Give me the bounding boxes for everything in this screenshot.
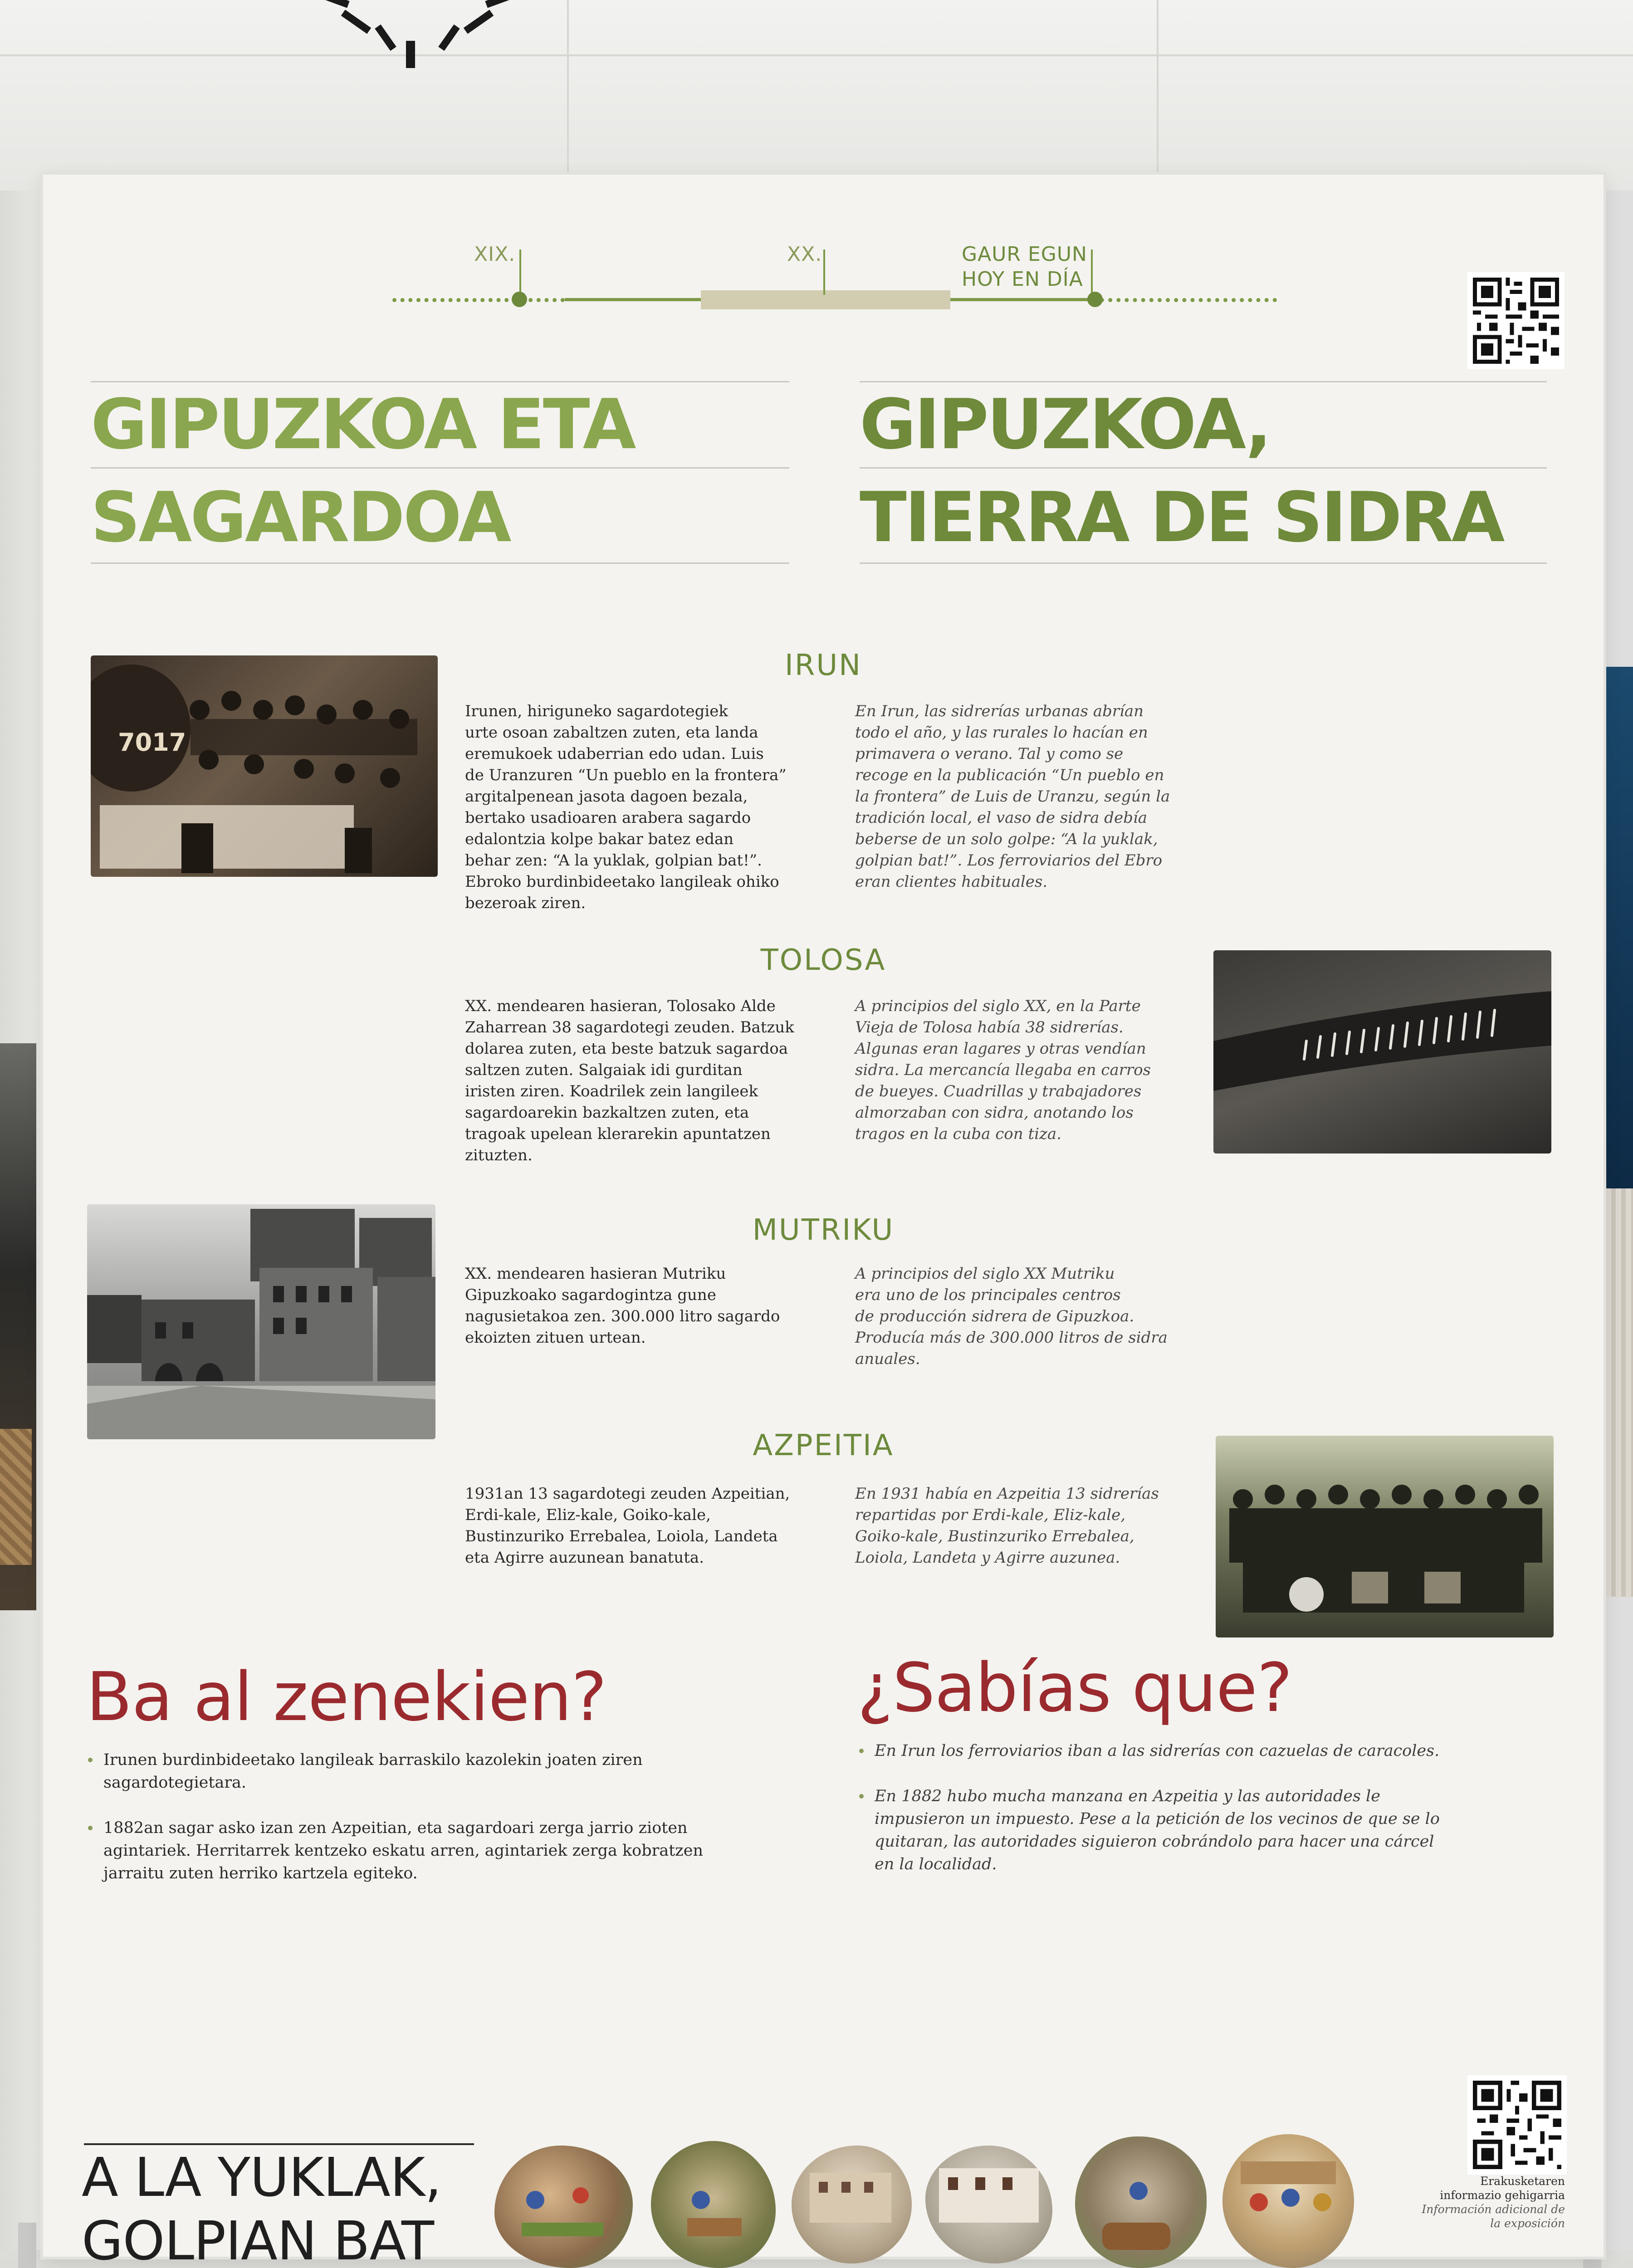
qr-code-icon[interactable] [1467, 2075, 1567, 2175]
text-line: anuales. [855, 1350, 920, 1368]
title-esp [860, 378, 1503, 564]
timeline-label-xx: XX. [787, 243, 822, 266]
text-tolosa-esp [855, 996, 1200, 1145]
text-irun-esp [855, 701, 1200, 893]
right-background-screen [1601, 667, 1633, 1188]
text-line: argitalpenean jasota dagoen bezala, [465, 787, 748, 806]
text-line: nagusietakoa zen. 300.000 litro sagardo [465, 1307, 780, 1325]
footer-title-line1: A LA YUKLAK, [82, 2146, 441, 2209]
did-you-know-list-esp [857, 1740, 1492, 1898]
text-line: XX. mendearen hasieran, Tolosako Alde [465, 997, 776, 1015]
text-line: Gipuzkoako sagardogintza gune [465, 1286, 716, 1304]
exhibition-panel [43, 175, 1604, 2268]
bullet-line: impusieron un impuesto. Pese a la petición de los vecinos de que se lo [875, 1810, 1440, 1828]
text-line: eremukoek udaberrian edo udan. Luis [465, 745, 764, 763]
footer-title [82, 2146, 441, 2268]
illustration-blob-1 [494, 2146, 633, 2268]
text-line: zituzten. [465, 1146, 533, 1164]
text-line: En 1931 había en Azpeitia 13 sidrerías [855, 1485, 1159, 1503]
bullet-item [86, 1749, 767, 1794]
text-line: Irunen, hiriguneko sagardotegiek [465, 702, 728, 720]
text-line: sagardoarekin bazkaltzen zuten, eta [465, 1104, 749, 1122]
text-line: Goiko-kale, Bustinzuriko Errebalea, [855, 1527, 1134, 1545]
timeline-label-today-esp: HOY EN DÍA [962, 268, 1083, 291]
footer-rule [84, 2143, 474, 2145]
section-heading-irun: IRUN [784, 649, 862, 682]
illustration-blob-4 [925, 2146, 1052, 2263]
did-you-know-heading-esp: ¿Sabías que? [857, 1649, 1292, 1727]
bullet-item [857, 1785, 1492, 1876]
text-line: Vieja de Tolosa había 38 sidrerías. [855, 1018, 1124, 1036]
text-irun-eus [465, 701, 810, 914]
text-line: A principios del siglo XX, en la Parte [855, 997, 1141, 1015]
photo-tolosa-barrel-chalk [1213, 950, 1551, 1154]
text-line: bertako usadioaren arabera sagardo [465, 809, 751, 827]
text-mutriku-esp [855, 1263, 1200, 1370]
text-line: dolarea zuten, eta beste batzuk sagardoa [465, 1040, 788, 1058]
text-line: urte osoan zabaltzen zuten, eta landa [465, 723, 758, 742]
illustration-blob-3 [792, 2146, 912, 2263]
photo-irun-cider-group [91, 655, 438, 877]
text-line: A principios del siglo XX Mutriku [855, 1265, 1115, 1283]
text-tolosa-eus [465, 996, 810, 1166]
text-line: XX. mendearen hasieran Mutriku [465, 1265, 726, 1283]
timeline-label-today-eus: GAUR EGUN [962, 243, 1087, 266]
qr-code-icon[interactable] [1467, 272, 1565, 369]
footer-title-line2: GOLPIAN BAT [82, 2209, 434, 2268]
text-line: Bustinzuriko Errebalea, Loiola, Landeta [465, 1527, 778, 1545]
section-heading-mutriku: MUTRIKU [752, 1213, 895, 1247]
ceiling-vent-icon [299, 0, 535, 73]
text-line: eran clientes habituales. [855, 873, 1048, 891]
basket [0, 1429, 32, 1565]
photo-azpeitia-group [1216, 1436, 1554, 1637]
text-line: recoge en la publicación “Un pueblo en [855, 766, 1164, 784]
text-line: tragoak upelean klerarekin apuntatzen [465, 1125, 771, 1143]
text-line: edalontzia kolpe bakar batez edan [465, 830, 734, 848]
stand-leg-left [18, 2223, 36, 2268]
text-line: beberse de un solo golpe: “A la yuklak, [855, 830, 1158, 848]
text-line: Zaharrean 38 sagardotegi zeuden. Batzuk [465, 1018, 794, 1036]
text-line: iristen ziren. Koadrilek zein langileek [465, 1082, 758, 1100]
text-line: de Uranzuren “Un pueblo en la frontera” [465, 766, 787, 784]
text-line: sidra. La mercancía llegaba en carros [855, 1061, 1151, 1079]
bullet-item [857, 1740, 1492, 1762]
text-line: eta Agirre auzunean banatuta. [465, 1549, 704, 1567]
text-line: ekoizten zituen urtean. [465, 1329, 646, 1347]
text-azpeitia-esp [855, 1483, 1200, 1569]
text-line: de producción sidrera de Gipuzkoa. [855, 1307, 1134, 1325]
title-esp-line1: GIPUZKOA, [860, 384, 1270, 464]
bullet-line: En 1882 hubo mucha manzana en Azpeitia y las autoridades le [875, 1787, 1380, 1805]
additional-info-caption [1404, 2174, 1565, 2230]
text-line: 1931an 13 sagardotegi zeuden Azpeitian, [465, 1485, 790, 1503]
bullet-line: agintariek. Herritarrek kentzeko eskatu arren, agintariek zerga kobratzen [103, 1842, 704, 1860]
text-line: la frontera” de Luis de Uranzu, según la [855, 787, 1170, 806]
bullet-line: sagardotegietara. [103, 1774, 247, 1792]
info-esp-line1: Información adicional de [1422, 2203, 1565, 2216]
text-line: era uno de los principales centros [855, 1286, 1121, 1304]
text-line: Erdi-kale, Eliz-kale, Goiko-kale, [465, 1506, 711, 1524]
right-background-shelf [1601, 1188, 1633, 1597]
bullet-line: En Irun los ferroviarios iban a las sidrerías con cazuelas de caracoles. [875, 1742, 1440, 1760]
text-line: todo el año, y las rurales lo hacían en [855, 723, 1148, 742]
text-mutriku-eus [465, 1263, 810, 1349]
text-line: golpian bat!”. Los ferroviarios del Ebro [855, 851, 1163, 870]
bullet-line: en la localidad. [875, 1855, 997, 1873]
title-eus-line2: SAGARDOA [91, 477, 510, 557]
text-line: almorzaban con sidra, anotando los [855, 1104, 1134, 1122]
info-esp-line2: la exposición [1490, 2217, 1565, 2230]
illustration-blob-5 [1075, 2136, 1207, 2268]
text-line: Algunas eran lagares y otras vendían [855, 1040, 1146, 1058]
section-heading-azpeitia: AZPEITIA [753, 1429, 894, 1462]
bullet-item [86, 1817, 767, 1885]
text-line: Producía más de 300.000 litros de sidra [855, 1329, 1168, 1347]
text-line: bezeroak ziren. [465, 894, 586, 912]
section-heading-tolosa: TOLOSA [760, 943, 886, 977]
text-line: tragos en la cuba con tiza. [855, 1125, 1061, 1143]
ceiling [0, 0, 1633, 191]
title-eus [91, 378, 634, 564]
text-line: tradición local, el vaso de sidra debía [855, 809, 1147, 827]
info-eus-line1: Erakusketaren [1480, 2175, 1565, 2188]
text-line: behar zen: “A la yuklak, golpian bat!”. [465, 851, 762, 870]
text-line: Loiola, Landeta y Agirre auzunea. [855, 1549, 1120, 1567]
bullet-line: jarraitu zuten herriko kartzela egiteko. [103, 1864, 418, 1882]
text-line: repartidas por Erdi-kale, Eliz-kale, [855, 1506, 1126, 1524]
did-you-know-list-eus [86, 1749, 767, 1907]
text-line: de bueyes. Cuadrillas y trabajadores [855, 1082, 1142, 1100]
text-line: En Irun, las sidrerías urbanas abrían [855, 702, 1144, 720]
bullet-line: 1882an sagar asko izan zen Azpeitian, eta sagardoari zerga jarrio zioten [103, 1819, 688, 1837]
photo-mutriku-town [87, 1204, 435, 1439]
timeline-label-xix: XIX. [474, 243, 516, 266]
illustration-blob-6 [1222, 2134, 1354, 2268]
info-eus-line2: informazio gehigarria [1440, 2189, 1565, 2202]
illustration-blob-2 [651, 2141, 776, 2268]
text-line: primavera o verano. Tal y como se [855, 745, 1124, 763]
bullet-line: Irunen burdinbideetako langileak barraskilo kazolekin joaten ziren [103, 1751, 643, 1769]
did-you-know-heading-eus: Ba al zenekien? [86, 1658, 606, 1736]
photo-irun-barrel-number: 7017 [118, 728, 186, 757]
title-esp-line2: TIERRA DE SIDRA [860, 477, 1503, 557]
text-line: Ebroko burdinbideetako langileak ohiko [465, 873, 779, 891]
text-azpeitia-eus [465, 1483, 810, 1569]
text-line: saltzen zuten. Salgaiak idi gurditan [465, 1061, 743, 1079]
title-eus-line1: GIPUZKOA ETA [91, 384, 635, 464]
bullet-line: quitaran, las autoridades siguieron cobrándolo para hacer una cárcel [875, 1833, 1434, 1851]
